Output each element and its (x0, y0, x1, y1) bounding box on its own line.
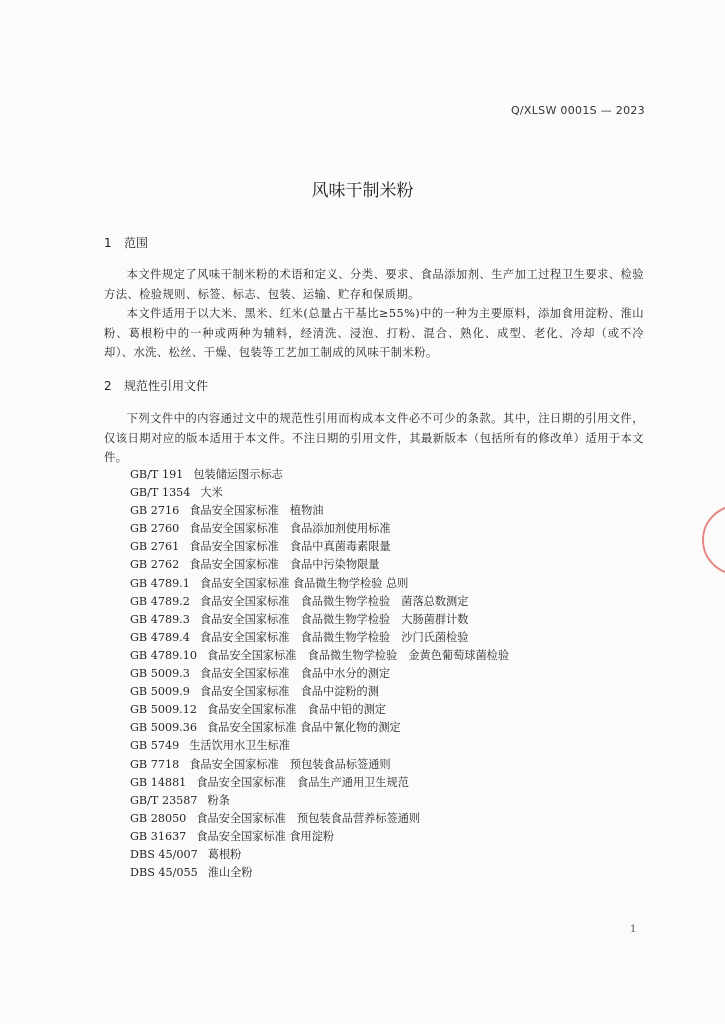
reference-title: 食品安全国家标准 食品中铅的测定 (206, 703, 386, 717)
section-1-heading (104, 234, 148, 251)
reference-item (130, 665, 509, 683)
reference-code: GB 5009.12 (130, 703, 197, 717)
reference-title: 食品安全国家标准 食品微生物学检验 沙门氏菌检验 (199, 630, 469, 644)
reference-title: 食品安全国家标准 食品中真菌毒素限量 (189, 540, 391, 554)
reference-code: GB 31637 (130, 829, 187, 843)
reference-title: 食品安全国家标准 食品微生物学检验 金黄色葡萄球菌检验 (206, 648, 510, 662)
reference-code: GB 2761 (130, 540, 180, 554)
reference-code: GB/T 1354 (130, 486, 191, 500)
reference-item (130, 719, 509, 737)
section-number: 1 (104, 236, 112, 250)
reference-item (130, 792, 509, 810)
reference-code: GB 5009.9 (130, 685, 190, 699)
reference-title: 粉条 (207, 793, 230, 807)
reference-title: 食品安全国家标准 食品中污染物限量 (189, 558, 380, 572)
reference-title: 食品安全国家标准 食品中水分的测定 (199, 667, 391, 681)
reference-title: 大米 (200, 486, 223, 500)
reference-item (130, 701, 509, 719)
section-title: 范围 (124, 236, 149, 250)
reference-item (130, 828, 509, 846)
reference-code: GB 4789.3 (130, 612, 190, 626)
page-number: 1 (630, 924, 637, 935)
section-title: 规范性引用文件 (124, 379, 209, 393)
reference-title: 淮山全粉 (207, 866, 253, 880)
reference-item (130, 556, 509, 574)
reference-title: 食品安全国家标准 预包装食品标签通则 (189, 757, 391, 771)
reference-item (130, 520, 509, 538)
standard-code: Q/XLSW 0001S — 2023 (510, 104, 645, 117)
reference-item (130, 864, 509, 882)
reference-item (130, 737, 509, 755)
reference-code: GB 4789.2 (130, 594, 190, 608)
reference-title: 食品安全国家标准 食品添加剂使用标准 (189, 522, 391, 536)
reference-title: 食品安全国家标准 食品生产通用卫生规范 (196, 775, 409, 789)
section-1-paragraph-2: 本文件适用于以大米、黑米、红米(总量占干基比≥55%)中的一种为主要原料，添加食用淀粉、淮山粉、葛根粉中的一种或两种为辅料，经清洗、浸泡、打粉、混合、熟化、成型、老化、冷却（或不冷却）、水洗、松丝、干燥、包装等工艺加工制成的风味干制米粉。 (104, 307, 644, 359)
section-2-heading (104, 377, 208, 394)
reference-title: 食品安全国家标准 食品中氰化物的测定 (206, 721, 401, 735)
reference-code: GB 4789.10 (130, 648, 197, 662)
reference-item (130, 629, 509, 647)
normative-reference-list (130, 466, 509, 882)
reference-code: DBS 45/055 (130, 866, 198, 880)
section-1-paragraph-1: 本文件规定了风味干制米粉的术语和定义、分类、要求、食品添加剂、生产加工过程卫生要求、检验方法、检验规则、标签、标志、包装、运输、贮存和保质期。 (104, 268, 644, 301)
reference-code: GB 5009.3 (130, 667, 190, 681)
reference-title: 食品安全国家标准 预包装食品营养标签通则 (196, 811, 421, 825)
reference-title: 食品安全国家标准 食品微生物学检验 菌落总数测定 (199, 594, 469, 608)
reference-item (130, 611, 509, 629)
reference-code: GB 7718 (130, 757, 180, 771)
reference-code: GB 5009.36 (130, 721, 197, 735)
reference-code: GB/T 23587 (130, 793, 198, 807)
reference-item (130, 502, 509, 520)
reference-item (130, 593, 509, 611)
reference-item (130, 810, 509, 828)
reference-item (130, 774, 509, 792)
reference-title: 生活饮用水卫生标准 (189, 739, 290, 753)
reference-title: 葛根粉 (207, 847, 242, 861)
reference-title: 食品安全国家标准 食品微生物学检验 大肠菌群计数 (199, 612, 469, 626)
reference-title: 食品安全国家标准 食用淀粉 (196, 829, 335, 843)
reference-item (130, 484, 509, 502)
reference-code: GB 28050 (130, 811, 187, 825)
reference-title: 食品安全国家标准 食品中淀粉的测 (199, 685, 379, 699)
reference-item (130, 466, 509, 484)
reference-code: GB 4789.4 (130, 630, 190, 644)
reference-code: GB 2762 (130, 558, 180, 572)
reference-item (130, 846, 509, 864)
reference-code: GB 2760 (130, 522, 180, 536)
section-2-paragraph-1: 下列文件中的内容通过文中的规范性引用而构成本文件必不可少的条款。其中，注日期的引用文件，仅该日期对应的版本适用于本文件。不注日期的引用文件，其最新版本（包括所有的修改单）适用于本文件。 (104, 412, 644, 464)
reference-item (130, 575, 509, 593)
reference-title: 食品安全国家标准 植物油 (189, 504, 324, 518)
reference-item (130, 756, 509, 774)
reference-code: DBS 45/007 (130, 847, 198, 861)
reference-code: GB 5749 (130, 739, 180, 753)
reference-item (130, 683, 509, 701)
reference-title: 包装储运图示标志 (193, 468, 283, 481)
red-seal-stamp (702, 505, 725, 575)
reference-code: GB/T 191 (130, 468, 184, 481)
reference-title: 食品安全国家标准 食品微生物学检验 总则 (199, 576, 409, 590)
document-title: 风味干制米粉 (311, 181, 414, 201)
reference-item (130, 538, 509, 556)
section-number: 2 (104, 379, 112, 393)
reference-code: GB 4789.1 (130, 576, 190, 590)
reference-code: GB 14881 (130, 775, 187, 789)
reference-item (130, 647, 509, 665)
reference-code: GB 2716 (130, 504, 180, 518)
